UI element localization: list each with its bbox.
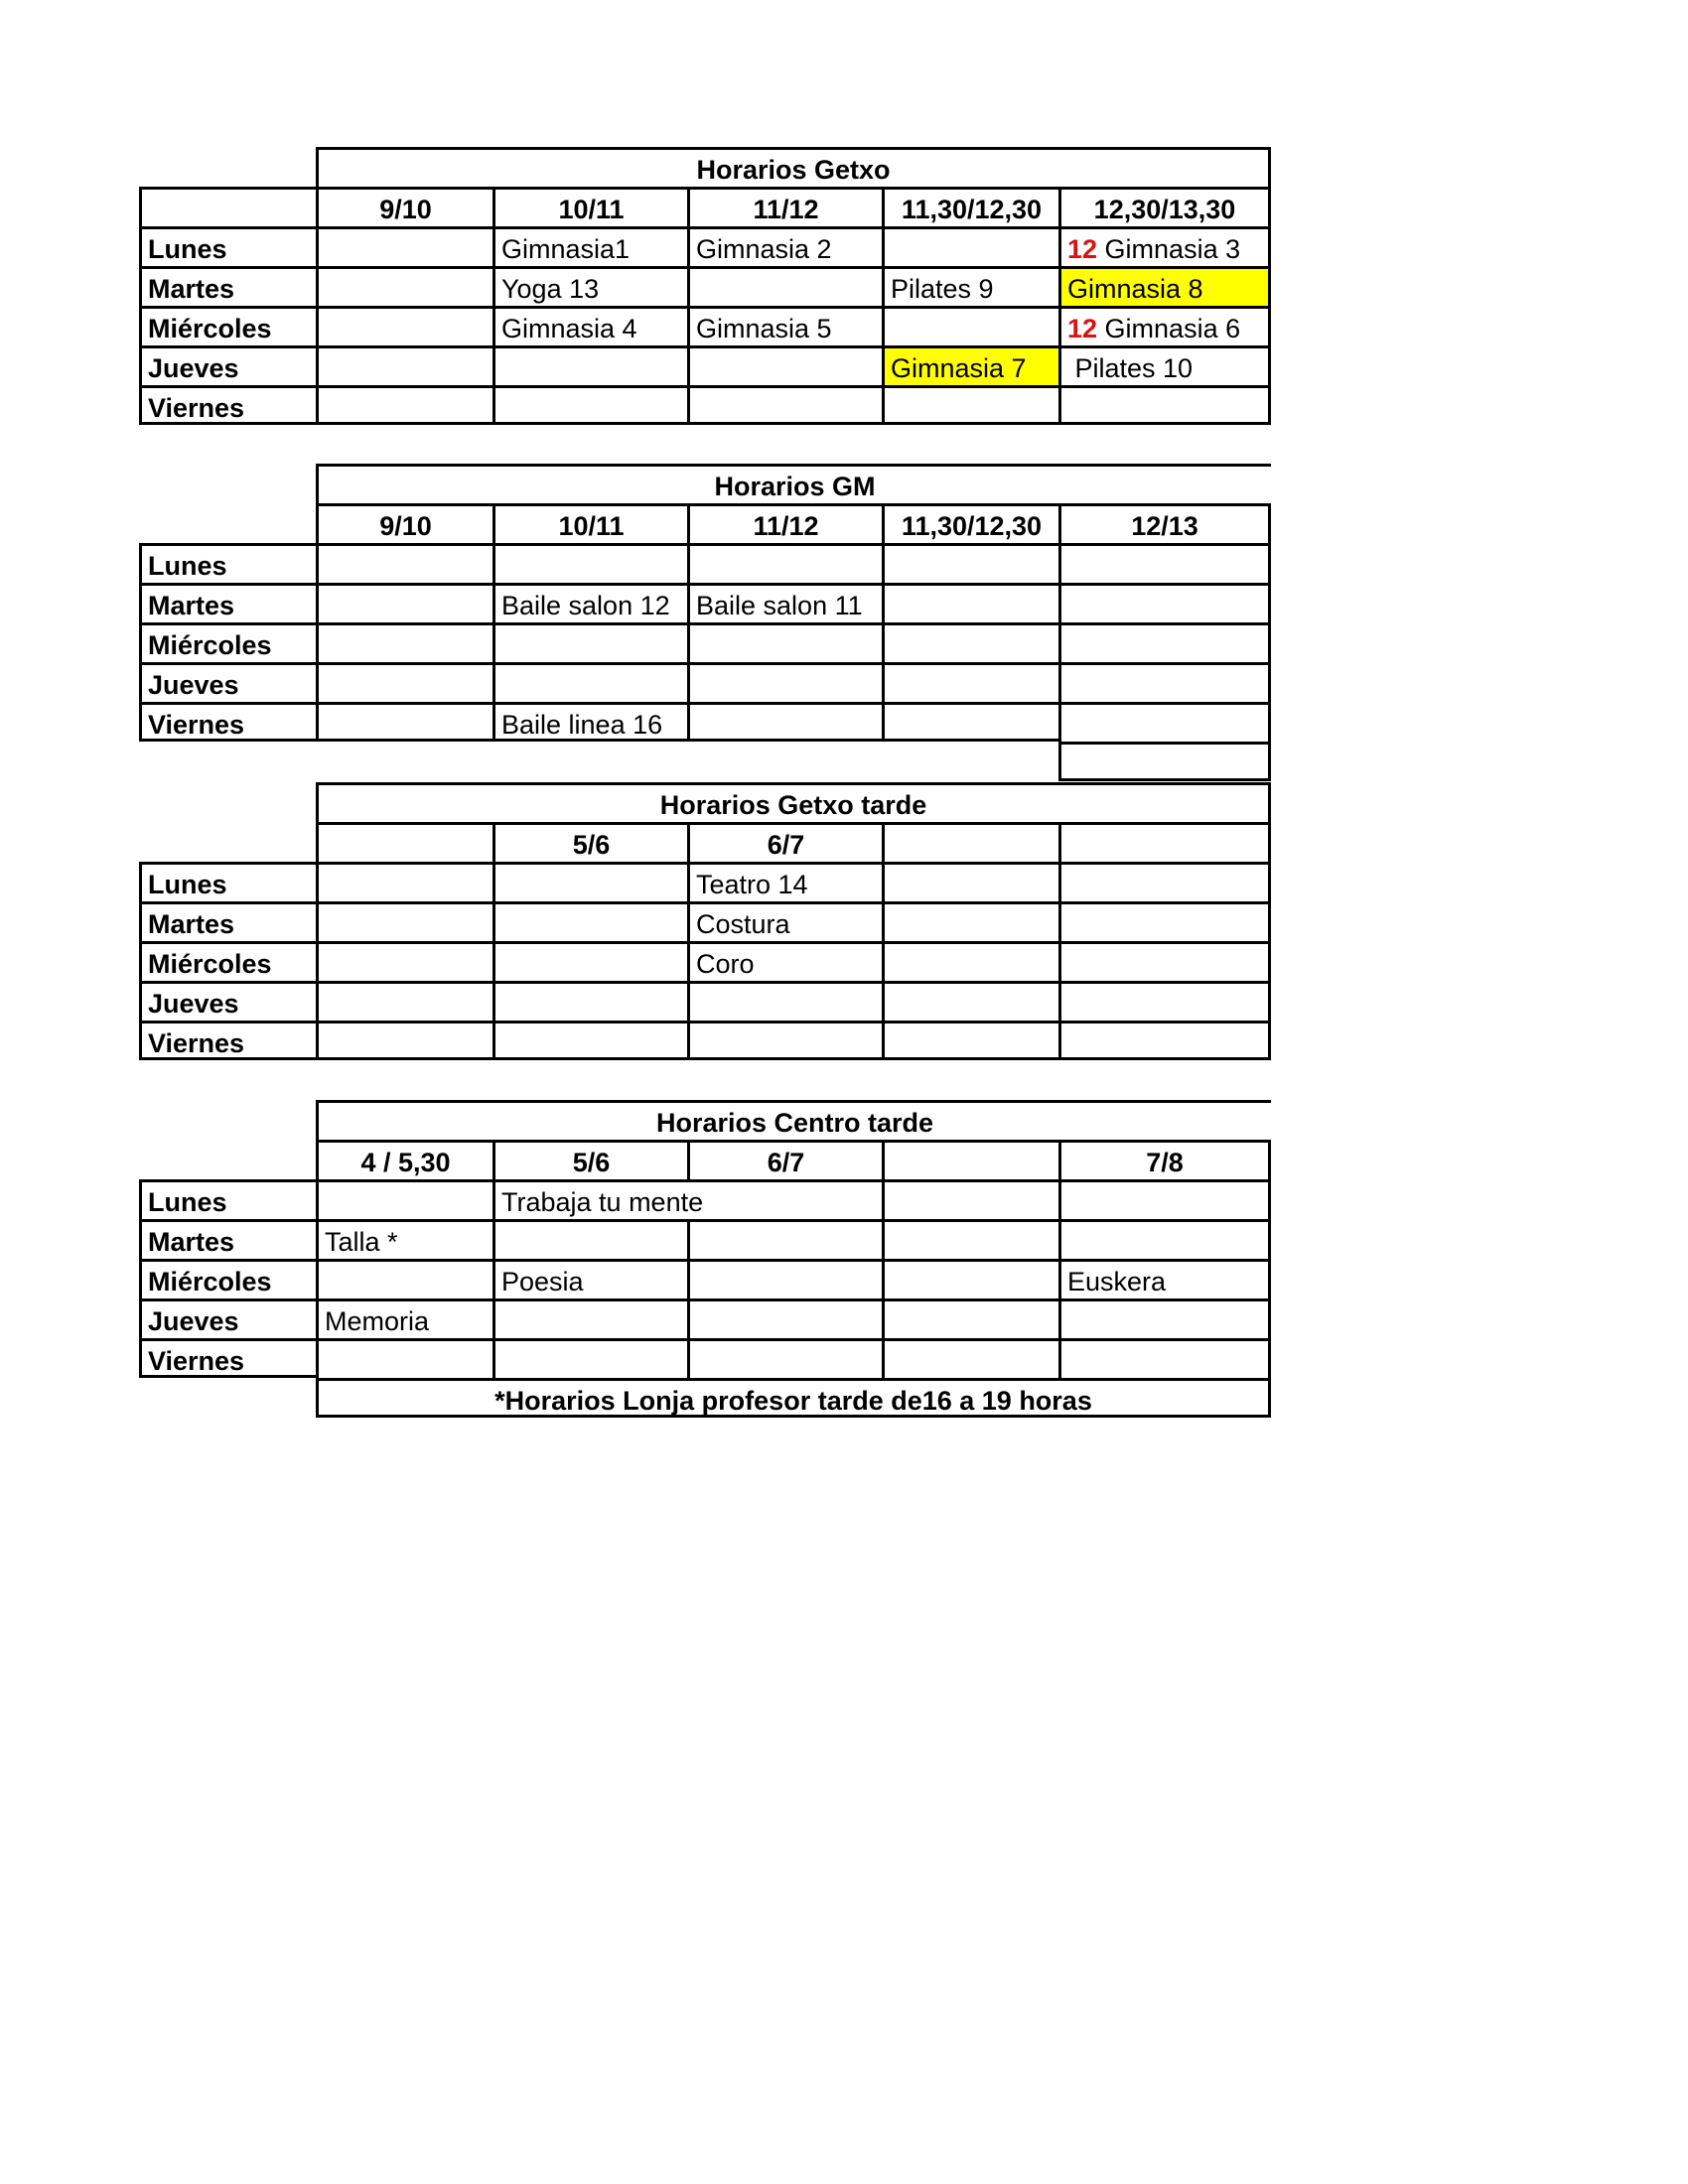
schedule-cell: Talla * <box>316 1219 492 1259</box>
spacer <box>316 742 492 781</box>
schedule-cell <box>316 941 492 981</box>
day-label: Jueves <box>139 662 316 702</box>
schedule-cell <box>1058 981 1271 1021</box>
column-header: 7/8 <box>1058 1140 1271 1179</box>
day-label: Viernes <box>139 1338 316 1378</box>
schedule-cell <box>1058 1219 1271 1259</box>
schedule-cell: Costura <box>687 901 882 941</box>
column-header <box>316 822 492 862</box>
day-label: Martes <box>139 583 316 622</box>
schedule-cell <box>882 1298 1058 1338</box>
schedule-cell <box>492 901 687 941</box>
day-label: Jueves <box>139 345 316 385</box>
column-header: 12/13 <box>1058 503 1271 543</box>
schedule-cell <box>687 266 882 306</box>
schedule-cell <box>492 1338 687 1378</box>
schedule-cell: Gimnasia1 <box>492 226 687 266</box>
schedule-cell <box>492 385 687 425</box>
schedule-cell <box>687 1021 882 1060</box>
day-label: Martes <box>139 266 316 306</box>
schedule-cell <box>882 385 1058 425</box>
schedule-cell <box>492 1021 687 1060</box>
column-header: 11/12 <box>687 503 882 543</box>
day-label: Viernes <box>139 1021 316 1060</box>
schedule-cell <box>316 862 492 901</box>
empty-box <box>1058 742 1271 781</box>
schedule-cell <box>1058 543 1271 583</box>
schedule-cell <box>316 306 492 345</box>
day-label: Lunes <box>139 862 316 901</box>
schedule-cell <box>687 981 882 1021</box>
schedule-cell <box>316 583 492 622</box>
schedule-cell <box>492 543 687 583</box>
schedule-cell: Coro <box>687 941 882 981</box>
day-label: Martes <box>139 1219 316 1259</box>
schedule-cell: Gimnasia 4 <box>492 306 687 345</box>
schedule-cell <box>882 622 1058 662</box>
schedule-cell <box>316 981 492 1021</box>
table-title: Horarios GM <box>316 464 1271 503</box>
schedule-cell <box>1058 385 1271 425</box>
day-label: Viernes <box>139 702 316 742</box>
schedule-cell <box>316 1021 492 1060</box>
schedule-cell <box>316 266 492 306</box>
empty-corner <box>139 464 316 503</box>
schedule-cell <box>1058 622 1271 662</box>
schedule-cell <box>882 941 1058 981</box>
schedule-cell: Pilates 9 <box>882 266 1058 306</box>
schedule-cell: Trabaja tu mente <box>492 1179 882 1219</box>
schedule-cell <box>687 1219 882 1259</box>
schedule-cell: Baile linea 16 <box>492 702 687 742</box>
column-header: 6/7 <box>687 822 882 862</box>
activity-text: Gimnasia 3 <box>1097 234 1241 264</box>
spacer <box>139 1378 316 1418</box>
corner-cell <box>139 187 316 226</box>
schedule-cell <box>882 306 1058 345</box>
schedule-cell <box>882 702 1058 742</box>
schedule-cell <box>316 543 492 583</box>
table-title: Horarios Getxo tarde <box>316 782 1271 822</box>
schedule-cell <box>1058 862 1271 901</box>
schedule-cell <box>316 345 492 385</box>
schedule-cell <box>492 622 687 662</box>
schedule-cell <box>316 662 492 702</box>
schedule-cell <box>882 1021 1058 1060</box>
column-header: 11,30/12,30 <box>882 503 1058 543</box>
schedule-cell <box>882 662 1058 702</box>
schedule-cell <box>882 226 1058 266</box>
schedule-cell <box>882 901 1058 941</box>
schedule-cell: Baile salon 11 <box>687 583 882 622</box>
schedule-cell <box>316 385 492 425</box>
schedule-cell <box>687 385 882 425</box>
column-header: 4 / 5,30 <box>316 1140 492 1179</box>
schedule-cell <box>882 862 1058 901</box>
schedule-cell <box>316 622 492 662</box>
table-horarios-getxo-tarde <box>139 782 1271 1060</box>
column-header: 10/11 <box>492 503 687 543</box>
schedule-cell <box>316 702 492 742</box>
column-header: 12,30/13,30 <box>1058 187 1271 226</box>
table-title: Horarios Getxo <box>316 147 1271 187</box>
table-title: Horarios Centro tarde <box>316 1100 1271 1140</box>
schedule-cell: Euskera <box>1058 1259 1271 1298</box>
column-header: 11/12 <box>687 187 882 226</box>
empty-corner <box>139 147 316 187</box>
table-horarios-gm <box>139 464 1271 781</box>
column-header: 5/6 <box>492 1140 687 1179</box>
schedule-cell <box>1058 226 1271 266</box>
activity-text: Gimnasia 6 <box>1097 314 1241 343</box>
schedule-cell: Teatro 14 <box>687 862 882 901</box>
schedule-cell: Poesia <box>492 1259 687 1298</box>
schedule-cell <box>882 583 1058 622</box>
schedule-cell: Gimnasia 5 <box>687 306 882 345</box>
schedule-cell <box>687 345 882 385</box>
day-label: Lunes <box>139 543 316 583</box>
day-label: Lunes <box>139 226 316 266</box>
table-horarios-getxo <box>139 147 1271 425</box>
day-label: Martes <box>139 901 316 941</box>
day-label: Miércoles <box>139 1259 316 1298</box>
schedule-cell <box>1058 901 1271 941</box>
schedule-cell <box>687 622 882 662</box>
schedule-cell <box>1058 1298 1271 1338</box>
schedule-cell <box>882 1179 1058 1219</box>
footnote: *Horarios Lonja profesor tarde de16 a 19 horas <box>316 1378 1271 1418</box>
table-horarios-centro-tarde <box>139 1100 1271 1418</box>
time-marker: 12 <box>1067 234 1098 264</box>
schedule-cell <box>1058 306 1271 345</box>
schedule-cell <box>687 702 882 742</box>
schedule-cell <box>492 662 687 702</box>
schedule-cell <box>1058 662 1271 702</box>
spacer <box>882 742 1058 781</box>
schedule-cell <box>1058 702 1271 742</box>
schedule-cell <box>316 226 492 266</box>
column-header: 10/11 <box>492 187 687 226</box>
corner-cell <box>139 503 316 543</box>
schedule-cell <box>882 981 1058 1021</box>
schedule-cell <box>1058 1021 1271 1060</box>
schedule-cell <box>882 1219 1058 1259</box>
schedule-cell <box>687 1298 882 1338</box>
schedule-cell-highlighted: Gimnasia 7 <box>882 345 1058 385</box>
day-label: Lunes <box>139 1179 316 1219</box>
schedule-cell <box>882 1338 1058 1378</box>
day-label: Viernes <box>139 385 316 425</box>
empty-corner <box>139 1100 316 1140</box>
schedule-cell <box>687 543 882 583</box>
schedule-cell <box>492 862 687 901</box>
schedule-cell <box>316 1259 492 1298</box>
day-label: Miércoles <box>139 622 316 662</box>
schedule-cell <box>882 543 1058 583</box>
column-header: 5/6 <box>492 822 687 862</box>
schedule-cell <box>687 662 882 702</box>
empty-corner <box>139 782 316 822</box>
schedule-cell: Memoria <box>316 1298 492 1338</box>
schedule-cell <box>316 1179 492 1219</box>
schedule-cell <box>687 1259 882 1298</box>
schedule-cell <box>1058 1338 1271 1378</box>
day-label: Miércoles <box>139 306 316 345</box>
schedule-cell <box>492 345 687 385</box>
schedule-cell <box>1058 583 1271 622</box>
spacer <box>139 742 316 781</box>
schedule-cell <box>492 1298 687 1338</box>
schedule-cell: Pilates 10 <box>1058 345 1271 385</box>
column-header: 6/7 <box>687 1140 882 1179</box>
column-header: 9/10 <box>316 503 492 543</box>
column-header: 9/10 <box>316 187 492 226</box>
corner-cell <box>139 822 316 862</box>
spacer <box>492 742 687 781</box>
time-marker: 12 <box>1067 314 1098 343</box>
schedule-cell: Yoga 13 <box>492 266 687 306</box>
schedule-cell <box>687 1338 882 1378</box>
column-header <box>1058 822 1271 862</box>
day-label: Miércoles <box>139 941 316 981</box>
schedule-cell <box>316 1338 492 1378</box>
spacer <box>687 742 882 781</box>
schedule-cell <box>492 941 687 981</box>
corner-cell <box>139 1140 316 1179</box>
schedule-cell <box>492 1219 687 1259</box>
schedule-cell <box>492 981 687 1021</box>
schedule-cell: Gimnasia 2 <box>687 226 882 266</box>
schedule-cell <box>316 901 492 941</box>
schedule-cell-highlighted: Gimnasia 8 <box>1058 266 1271 306</box>
column-header <box>882 1140 1058 1179</box>
schedule-cell: Baile salon 12 <box>492 583 687 622</box>
column-header: 11,30/12,30 <box>882 187 1058 226</box>
schedule-cell <box>1058 941 1271 981</box>
schedule-cell <box>1058 1179 1271 1219</box>
schedule-cell <box>882 1259 1058 1298</box>
day-label: Jueves <box>139 1298 316 1338</box>
day-label: Jueves <box>139 981 316 1021</box>
column-header <box>882 822 1058 862</box>
